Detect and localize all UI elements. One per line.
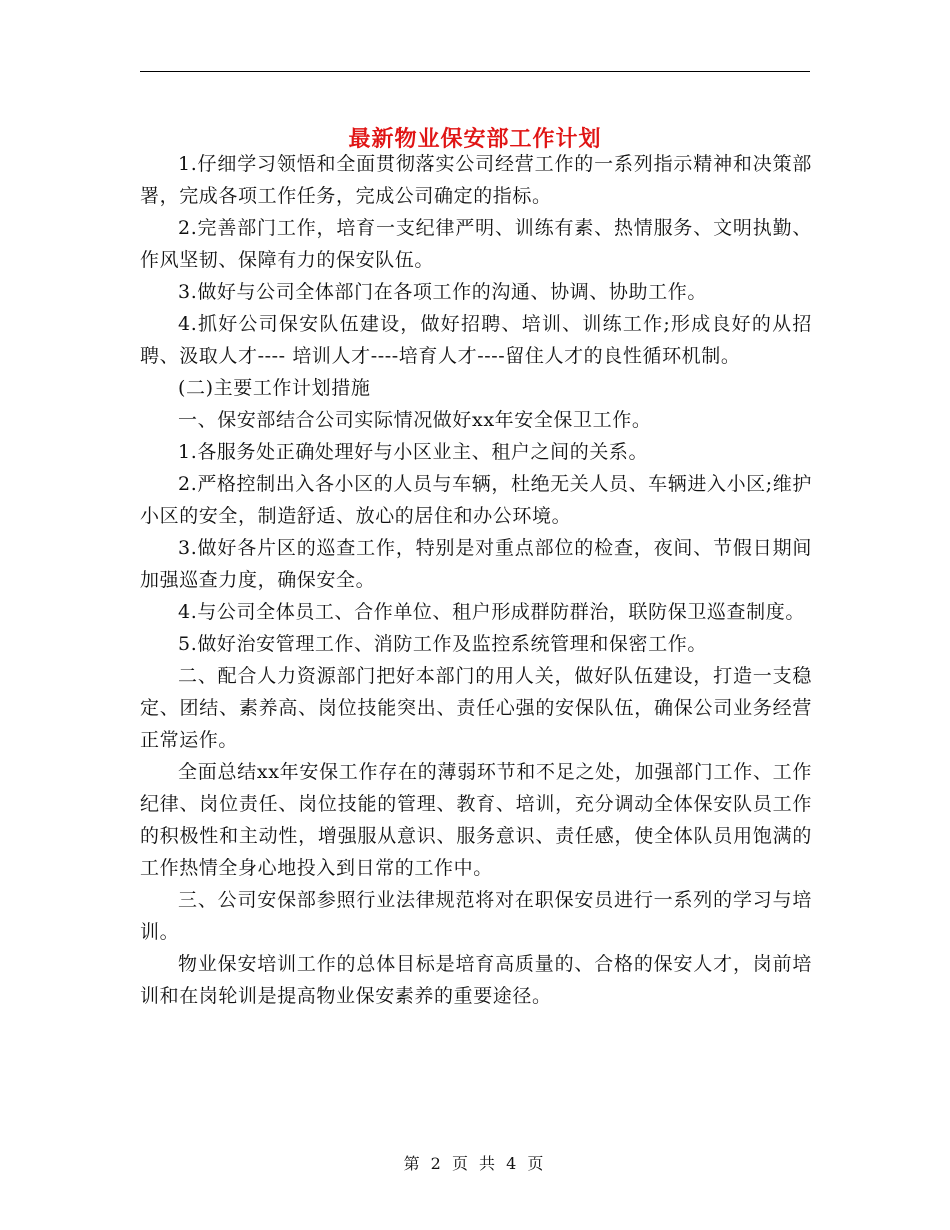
paragraph: 全面总结xx年安保工作存在的薄弱环节和不足之处，加强部门工作、工作纪律、岗位责任、岗位技能的管理、教育、培训，充分调动全体保安队员工作的积极性和主动性，增强服从意识、服务意识、责任感，使全体队员用饱满的工作热情全身心地投入到日常的工作中。 [140, 761, 812, 879]
paragraph: 二、配合人力资源部门把好本部门的用人关，做好队伍建设，打造一支稳定、团结、素养高、岗位技能突出、责任心强的安保队伍，确保公司业务经营正常运作。 [140, 665, 812, 751]
paragraph: 1.各服务处正确处理好与小区业主、租户之间的关系。 [178, 441, 649, 463]
paragraph: 三、公司安保部参照行业法律规范将对在职保安员进行一系列的学习与培训。 [140, 889, 812, 943]
paragraph: 2.完善部门工作，培育一支纪律严明、训练有素、热情服务、文明执勤、作风坚韧、保障有力的保安队伍。 [140, 217, 812, 271]
document-title: 最新物业保安部工作计划 [348, 125, 602, 152]
paragraph: 物业保安培训工作的总体目标是培育高质量的、合格的保安人才，岗前培训和在岗轮训是提高物业保安素养的重要途径。 [140, 953, 812, 1007]
section-heading: (二)主要工作计划措施 [178, 377, 371, 399]
paragraph: 4.与公司全体员工、合作单位、租户形成群防群治，联防保卫巡查制度。 [178, 601, 805, 623]
paragraph: 3.做好各片区的巡查工作，特别是对重点部位的检查，夜间、节假日期间加强巡查力度，确保安全。 [140, 537, 812, 591]
paragraph: 4.抓好公司保安队伍建设，做好招聘、培训、训练工作;形成良好的从招聘、汲取人才---- 培训人才----培育人才----留住人才的良性循环机制。 [140, 313, 812, 367]
paragraph: 2.严格控制出入各小区的人员与车辆，杜绝无关人员、车辆进入小区;维护小区的安全，制造舒适、放心的居住和办公环境。 [140, 473, 812, 527]
paragraph: 1.仔细学习领悟和全面贯彻落实公司经营工作的一系列指示精神和决策部署，完成各项工作任务，完成公司确定的指标。 [140, 153, 812, 207]
paragraph: 一、保安部结合公司实际情况做好xx年安全保卫工作。 [178, 409, 652, 431]
document-body [140, 148, 812, 1012]
paragraph: 5.做好治安管理工作、消防工作及监控系统管理和保密工作。 [178, 633, 707, 655]
page-number-footer: 第 2 页 共 4 页 [403, 1154, 547, 1173]
header-rule [140, 71, 810, 72]
paragraph: 3.做好与公司全体部门在各项工作的沟通、协调、协助工作。 [178, 281, 707, 303]
